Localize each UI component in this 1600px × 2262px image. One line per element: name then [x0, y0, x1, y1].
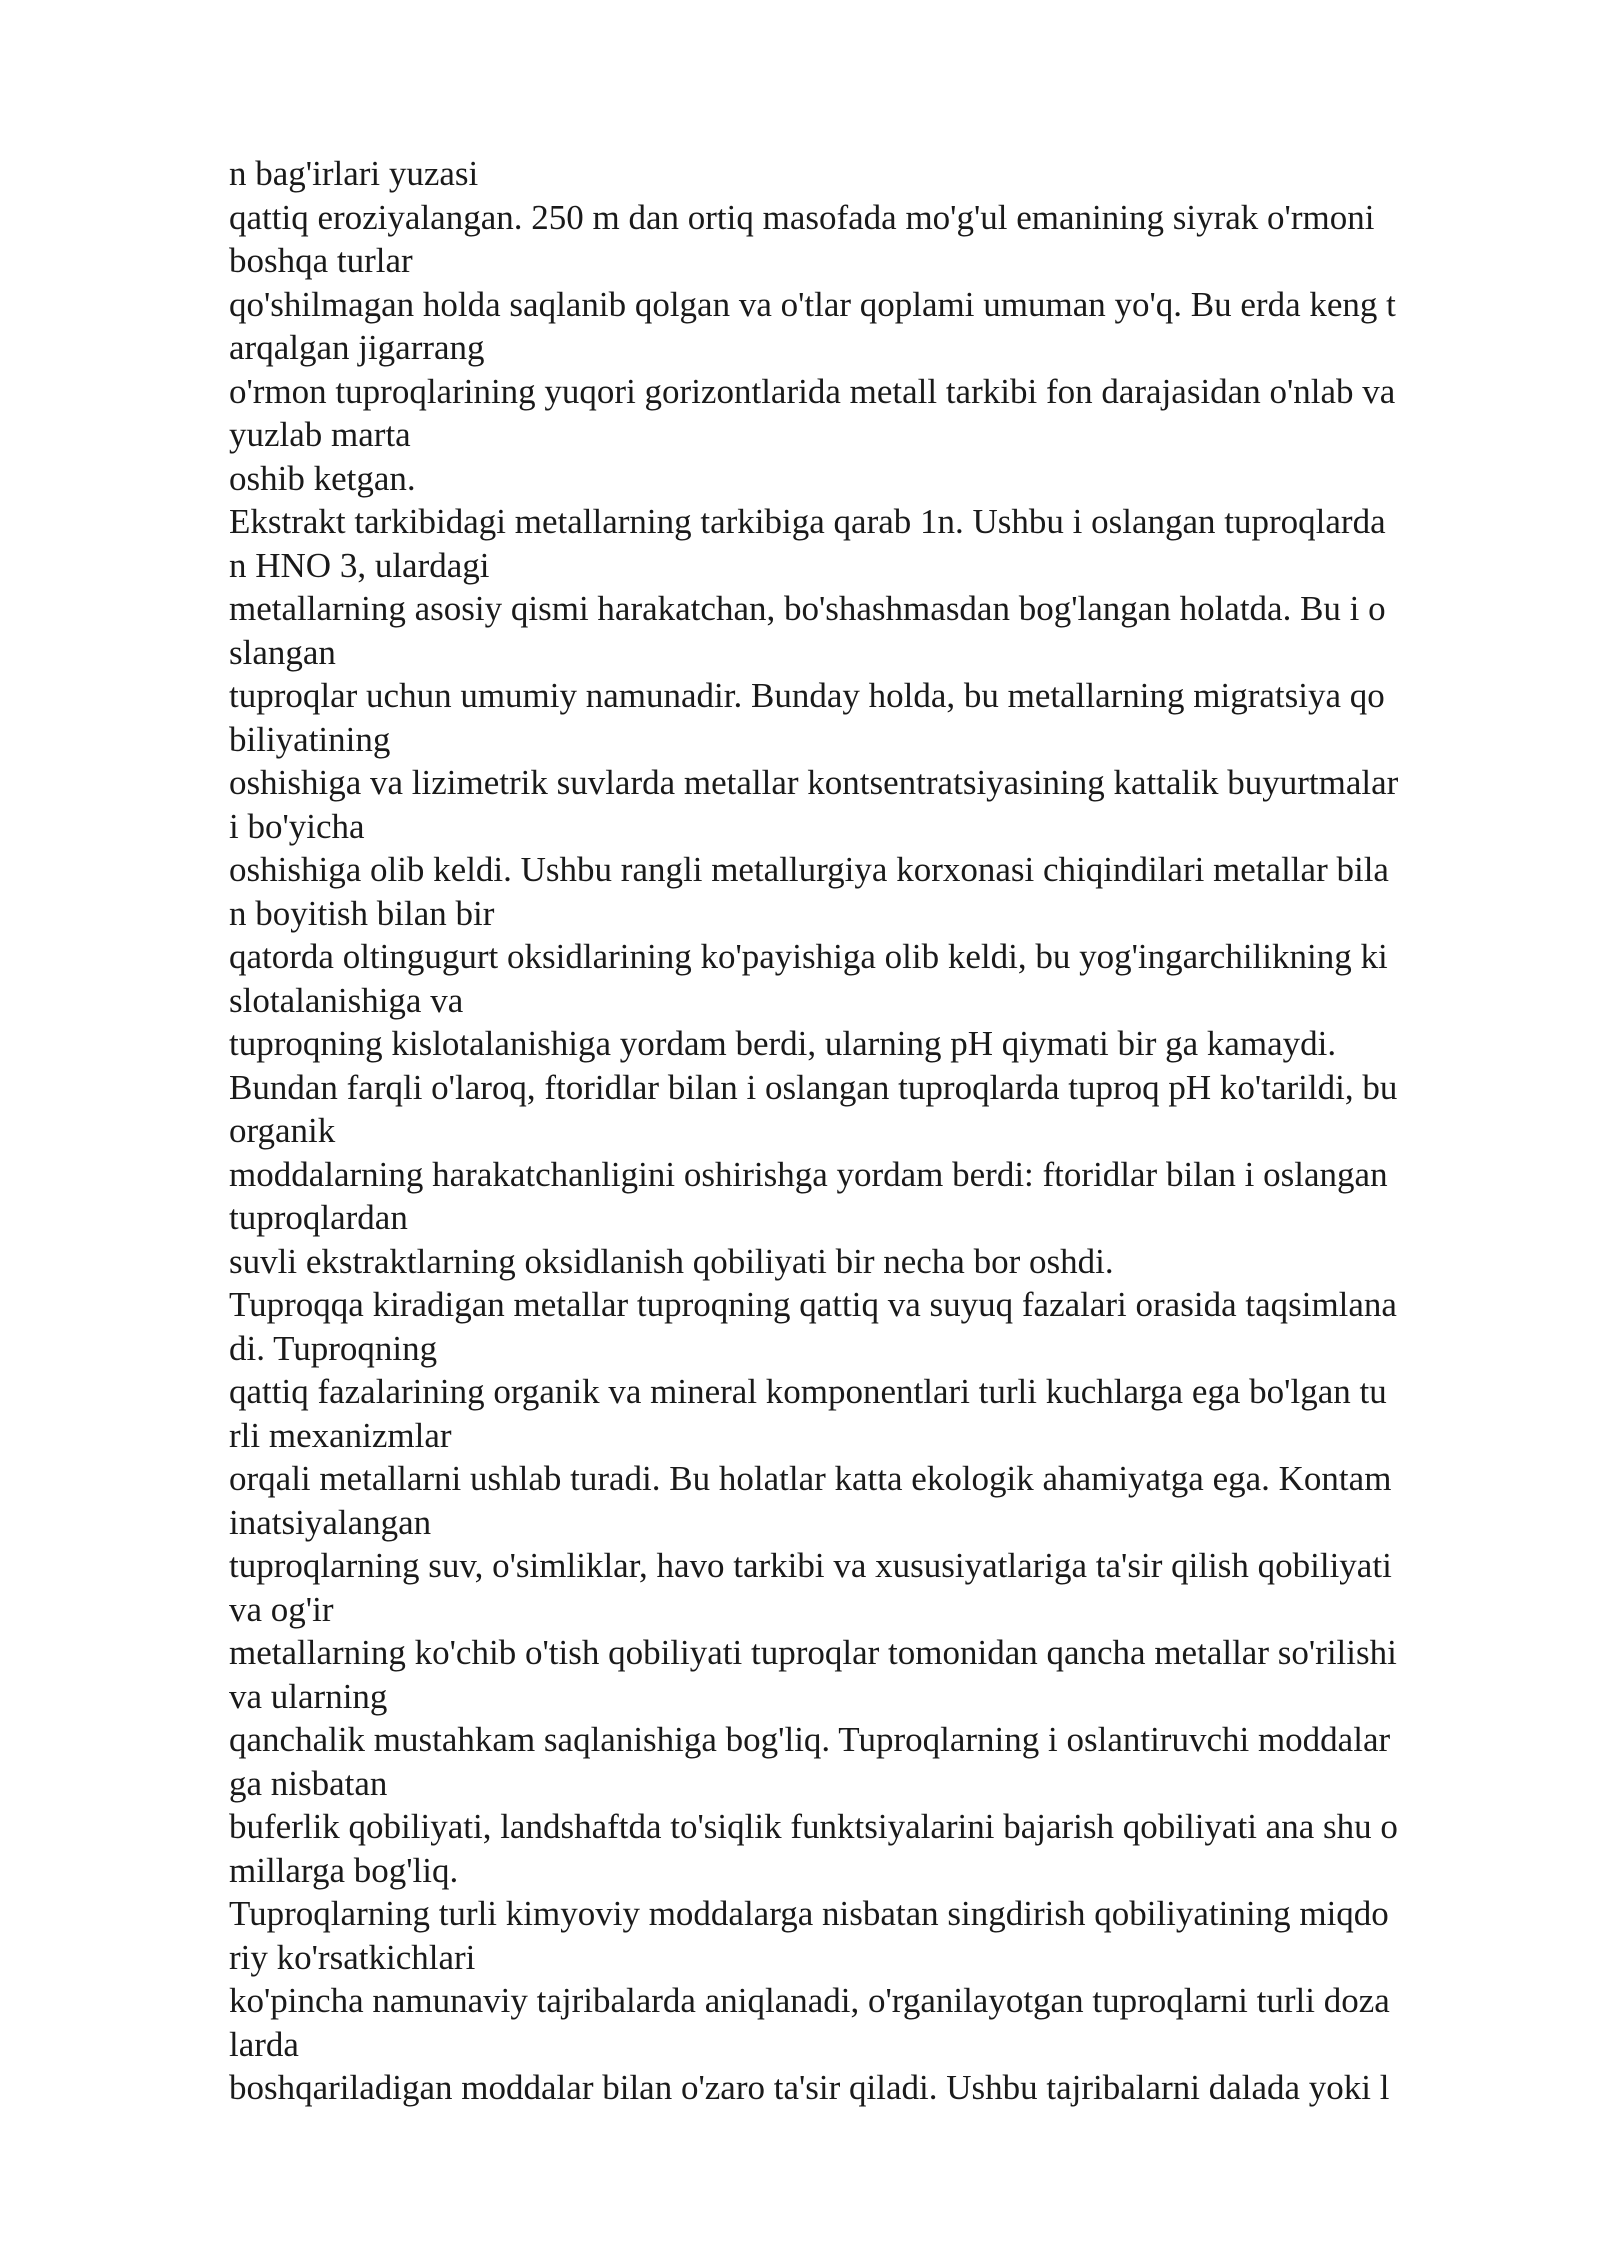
text-line: slangan — [229, 632, 336, 672]
text-line: oshib ketgan. — [229, 458, 416, 498]
text-line: Bundan farqli o'laroq, ftoridlar bilan i oslangan tuproqlarda tuproq pH ko'tarildi, bu — [229, 1067, 1398, 1107]
text-line: va ularning — [229, 1676, 388, 1716]
text-line: orqali metallarni ushlab turadi. Bu holatlar katta ekologik ahamiyatga ega. Kontam — [229, 1459, 1392, 1498]
text-line: n HNO 3, ulardagi — [229, 545, 490, 585]
text-line: Tuproqlarning turli kimyoviy moddalarga nisbatan singdirish qobiliyatining miqdo — [229, 1894, 1389, 1933]
text-line: qattiq fazalarining organik va mineral komponentlari turli kuchlarga ega bo'lgan tu — [229, 1372, 1387, 1411]
text-line: organik — [229, 1111, 336, 1150]
text-line: qanchalik mustahkam saqlanishiga bog'liq. Tuproqlarning i oslantiruvchi moddalar — [229, 1720, 1391, 1759]
text-line: oshishiga olib keldi. Ushbu rangli metallurgiya korxonasi chiqindilari metallar bila — [229, 850, 1389, 889]
body-text — [229, 152, 1529, 2110]
text-line: qatorda oltingugurt oksidlarining ko'payishiga olib keldi, bu yog'ingarchilikning ki — [229, 937, 1388, 976]
text-line: riy ko'rsatkichlari — [229, 1937, 476, 1977]
text-line: rli mexanizmlar — [229, 1415, 452, 1455]
text-line: di. Tuproqning — [229, 1328, 438, 1368]
text-line: tuproqning kislotalanishiga yordam berdi, ularning pH qiymati bir ga kamaydi. — [229, 1024, 1337, 1063]
text-line: biliyatining — [229, 719, 391, 759]
text-line: qo'shilmagan holda saqlanib qolgan va o'tlar qoplami umuman yo'q. Bu erda keng t — [229, 284, 1396, 324]
text-line: ga nisbatan — [229, 1763, 388, 1803]
text-line: metallarning ko'chib o'tish qobiliyati tuproqlar tomonidan qancha metallar so'rilishi — [229, 1633, 1397, 1672]
text-line: Ekstrakt tarkibidagi metallarning tarkibiga qarab 1n. Ushbu i oslangan tuproqlarda — [229, 502, 1386, 541]
text-line: ko'pincha namunaviy tajribalarda aniqlanadi, o'rganilayotgan tuproqlarni turli doza — [229, 1981, 1390, 2020]
text-line: slotalanishiga va — [229, 980, 464, 1020]
text-line: arqalgan jigarrang — [229, 328, 485, 367]
text-line: tuproqlarning suv, o'simliklar, havo tarkibi va xususiyatlariga ta'sir qilish qobiliyati — [229, 1546, 1392, 1585]
text-line: Tuproqqa kiradigan metallar tuproqning qattiq va suyuq fazalari orasida taqsimlana — [229, 1285, 1397, 1324]
text-line: i bo'yicha — [229, 806, 365, 846]
text-line: tuproqlar uchun umumiy namunadir. Bunday holda, bu metallarning migratsiya qo — [229, 676, 1385, 715]
text-line: boshqa turlar — [229, 241, 413, 280]
text-line: o'rmon tuproqlarining yuqori gorizontlarida metall tarkibi fon darajasidan o'nlab va — [229, 371, 1396, 411]
text-line: millarga bog'liq. — [229, 1850, 459, 1890]
text-line: inatsiyalangan — [229, 1502, 432, 1542]
text-line: boshqariladigan moddalar bilan o'zaro ta'sir qiladi. Ushbu tajribalarni dalada yoki l — [229, 2068, 1390, 2107]
text-line: buferlik qobiliyati, landshaftda to'siqlik funktsiyalarini bajarish qobiliyati ana shu o — [229, 1807, 1398, 1846]
text-line: larda — [229, 2024, 299, 2064]
text-line: n boyitish bilan bir — [229, 893, 495, 933]
text-line: suvli ekstraktlarning oksidlanish qobiliyati bir necha bor oshdi. — [229, 1241, 1114, 1281]
text-line: moddalarning harakatchanligini oshirishga yordam berdi: ftoridlar bilan i oslangan — [229, 1154, 1388, 1194]
text-line: oshishiga va lizimetrik suvlarda metallar kontsentratsiyasining kattalik buyurtmalar — [229, 763, 1399, 802]
text-line: metallarning asosiy qismi harakatchan, bo'shashmasdan bog'langan holatda. Bu i o — [229, 589, 1386, 628]
text-line: tuproqlardan — [229, 1198, 408, 1237]
text-line: qattiq eroziyalangan. 250 m dan ortiq masofada mo'g'ul emanining siyrak o'rmoni — [229, 197, 1375, 237]
text-line: n bag'irlari yuzasi — [229, 154, 479, 193]
text-line: yuzlab marta — [229, 415, 411, 454]
text-line: va og'ir — [229, 1589, 334, 1629]
